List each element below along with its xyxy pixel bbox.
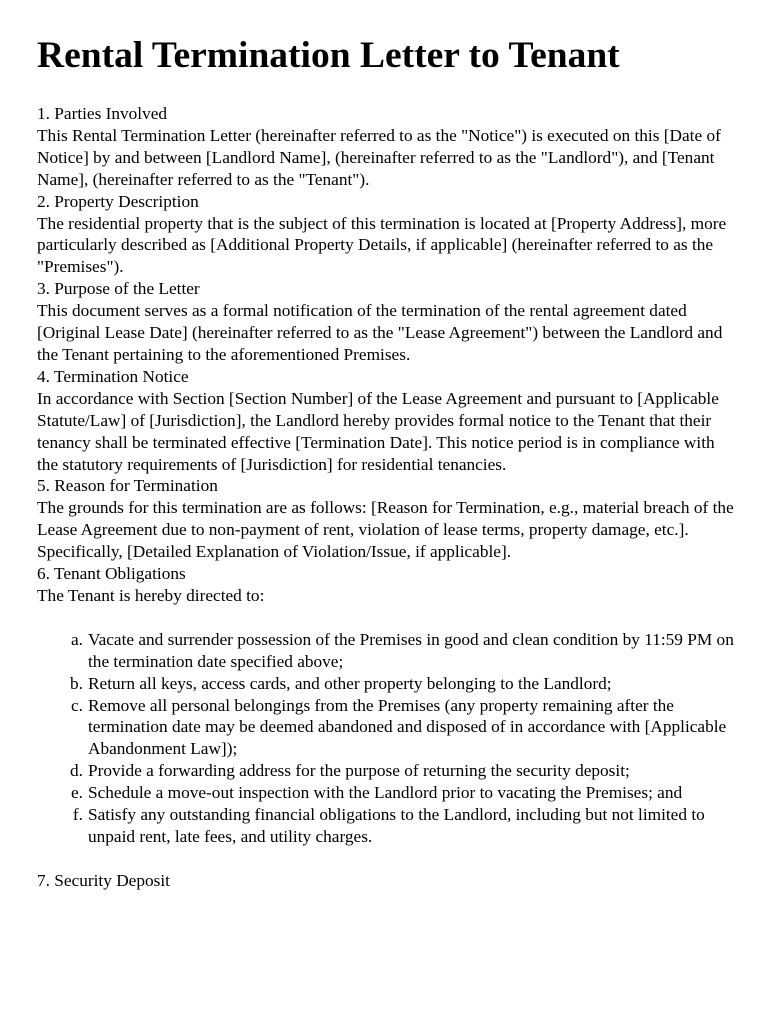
document-content: [37, 103, 737, 892]
list-item-marker: c.: [71, 695, 83, 715]
section-body-property: The residential property that is the subject of this termination is located at [Property Address], more particularly described as [Additional Property Details, if applicable] (hereinafter referred to as the "Premises").: [37, 213, 727, 277]
list-item-marker: f.: [72, 805, 83, 825]
list-item: [37, 760, 737, 782]
section-heading-obligations: 6. Tenant Obligations: [37, 564, 186, 584]
section-heading-security-deposit: 7. Security Deposit: [37, 870, 170, 890]
obligations-list: [37, 629, 737, 848]
list-item: [37, 782, 737, 804]
list-item-marker: b.: [70, 673, 83, 693]
section-body-purpose: This document serves as a formal notification of the termination of the rental agreement dated [Original Lease Date] (hereinafter referred to as the "Lease Agreement") between the Landlord and the Tenant pertaining to the aforementioned Premises.: [37, 301, 723, 364]
section-body-reason: The grounds for this termination are as follows: [Reason for Termination, e.g., material breach of the Lease Agreement due to non-payment of rent, violation of lease terms, property damage, etc.]. Specifically, [Detailed Explanation of Violation/Issue, if applicable].: [37, 498, 734, 562]
section-heading-purpose: 3. Purpose of the Letter: [37, 279, 200, 299]
list-item-marker: e.: [71, 783, 83, 803]
section-body-obligations: The Tenant is hereby directed to:: [37, 585, 265, 605]
list-item: [37, 695, 737, 761]
section-heading-reason: 5. Reason for Termination: [37, 476, 218, 496]
list-item-text: Provide a forwarding address for the purpose of returning the security deposit;: [88, 761, 630, 781]
section-body-termination-notice: In accordance with Section [Section Number] of the Lease Agreement and pursuant to [Applicable Statute/Law] of [Jurisdiction], the Landlord hereby provides formal notice to the Tenant that their tenancy shall be terminated effective [Termination Date]. This notice period is in compliance with the statutory requirements of [Jurisdiction] for residential tenancies.: [37, 388, 719, 474]
list-item: [37, 629, 737, 673]
document-title: Rental Termination Letter to Tenant: [37, 35, 620, 76]
list-item: [37, 673, 737, 695]
section-heading-property: 2. Property Description: [37, 191, 199, 211]
list-item-marker: a.: [71, 629, 83, 649]
list-item: [37, 804, 737, 848]
section-heading-parties: 1. Parties Involved: [37, 104, 168, 123]
document-page: [37, 33, 737, 892]
list-item-text: Satisfy any outstanding financial obligations to the Landlord, including but not limited to unpaid rent, late fees, and utility charges.: [88, 805, 705, 846]
list-item-text: Schedule a move-out inspection with the Landlord prior to vacating the Premises; and: [88, 783, 683, 803]
section-heading-termination-notice: 4. Termination Notice: [37, 366, 189, 386]
list-item-text: Return all keys, access cards, and other property belonging to the Landlord;: [88, 673, 612, 693]
section-body-parties: This Rental Termination Letter (hereinafter referred to as the "Notice") is executed on this [Date of Notice] by and between [Landlord Name], (hereinafter referred to as the "Landlord"), and [Tenant Name], (hereinafter referred to as the "Tenant").: [37, 125, 721, 189]
list-item-marker: d.: [70, 761, 83, 781]
list-item-text: Remove all personal belongings from the Premises (any property remaining after the termination date may be deemed abandoned and disposed of in accordance with [Applicable Abandonment Law]);: [88, 695, 727, 759]
list-item-text: Vacate and surrender possession of the Premises in good and clean condition by 11:59 PM on the termination date specified above;: [88, 629, 734, 671]
